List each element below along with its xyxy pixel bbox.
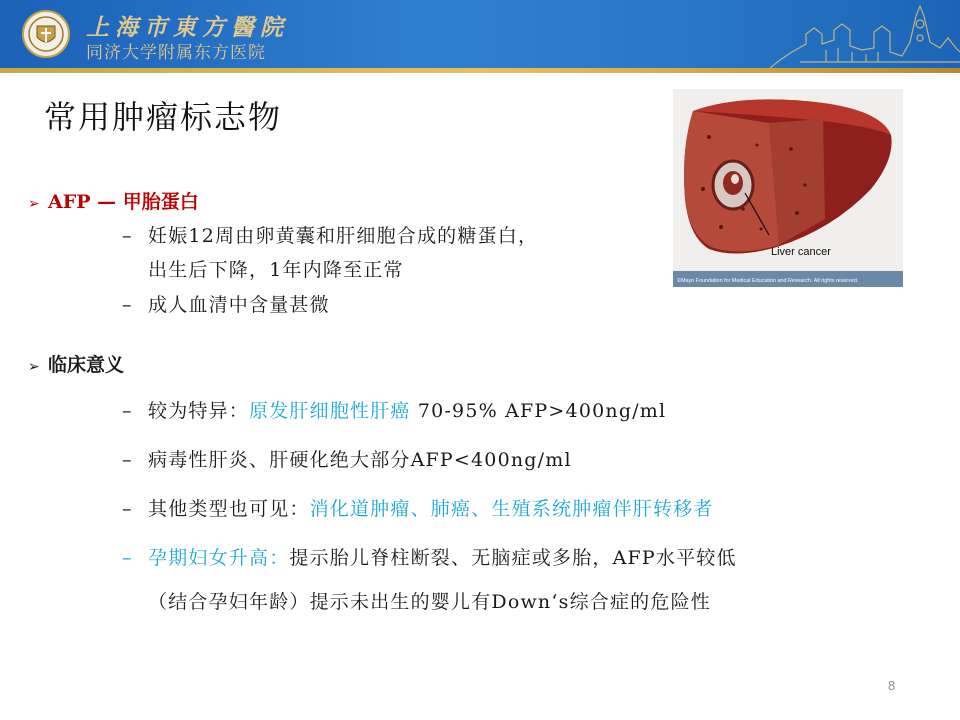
liver-cancer-callout: Liver cancer [771,246,831,258]
header-gold-rule [0,68,960,73]
image-copyright: ©Mayo Foundation for Medical Education and Research. All rights reserved. [677,278,859,284]
dash-bullet-icon: – [122,294,133,316]
dash-bullet-icon: – [122,547,133,569]
clinical-item-3: – 其他类型也可见：消化道肿瘤、肺癌、生殖系统肿瘤伴肝转移者 [122,498,714,520]
hospital-seal-icon [21,9,71,59]
hospital-name: 上海市東方醫院 [86,14,289,41]
afp-item-1: – 妊娠12周由卵黄囊和肝细胞合成的糖蛋白， [122,225,539,247]
clinical-item-4: – 孕期妇女升高：提示胎儿脊柱断裂、无脑症或多胎，AFP水平较低 [122,547,737,569]
dash-bullet-icon: – [122,498,133,520]
clinical-item-2: – 病毒性肝炎、肝硬化绝大部分AFP<400ng/ml [122,449,572,471]
afp-item-2: – 成人血清中含量甚微 [122,294,330,316]
liver-cancer-illustration [673,89,903,287]
afp-item-1-continued: 出生后下降，1年内降至正常 [148,259,404,281]
header-bar [0,0,960,68]
section-clinical-heading: ➢ 临床意义 [28,354,125,376]
skyline-illustration [770,2,960,70]
clinical-item-4-continued: （结合孕妇年龄）提示未出生的婴儿有Down‘s综合症的危险性 [148,591,711,613]
section-afp-heading: ➢ AFP — 甲胎蛋白 [28,191,199,213]
arrow-bullet-icon: ➢ [28,196,40,212]
arrow-bullet-icon: ➢ [28,359,40,375]
dash-bullet-icon: – [122,225,133,247]
clinical-item-1: – 较为特异：原发肝细胞性肝癌 70-95% AFP>400ng/ml [122,400,667,422]
page-number: 8 [888,678,896,693]
page-title: 常用肿瘤标志物 [44,98,283,136]
dash-bullet-icon: – [122,400,133,422]
hospital-subtitle: 同济大学附属东方医院 [86,43,266,63]
dash-bullet-icon: – [122,449,133,471]
